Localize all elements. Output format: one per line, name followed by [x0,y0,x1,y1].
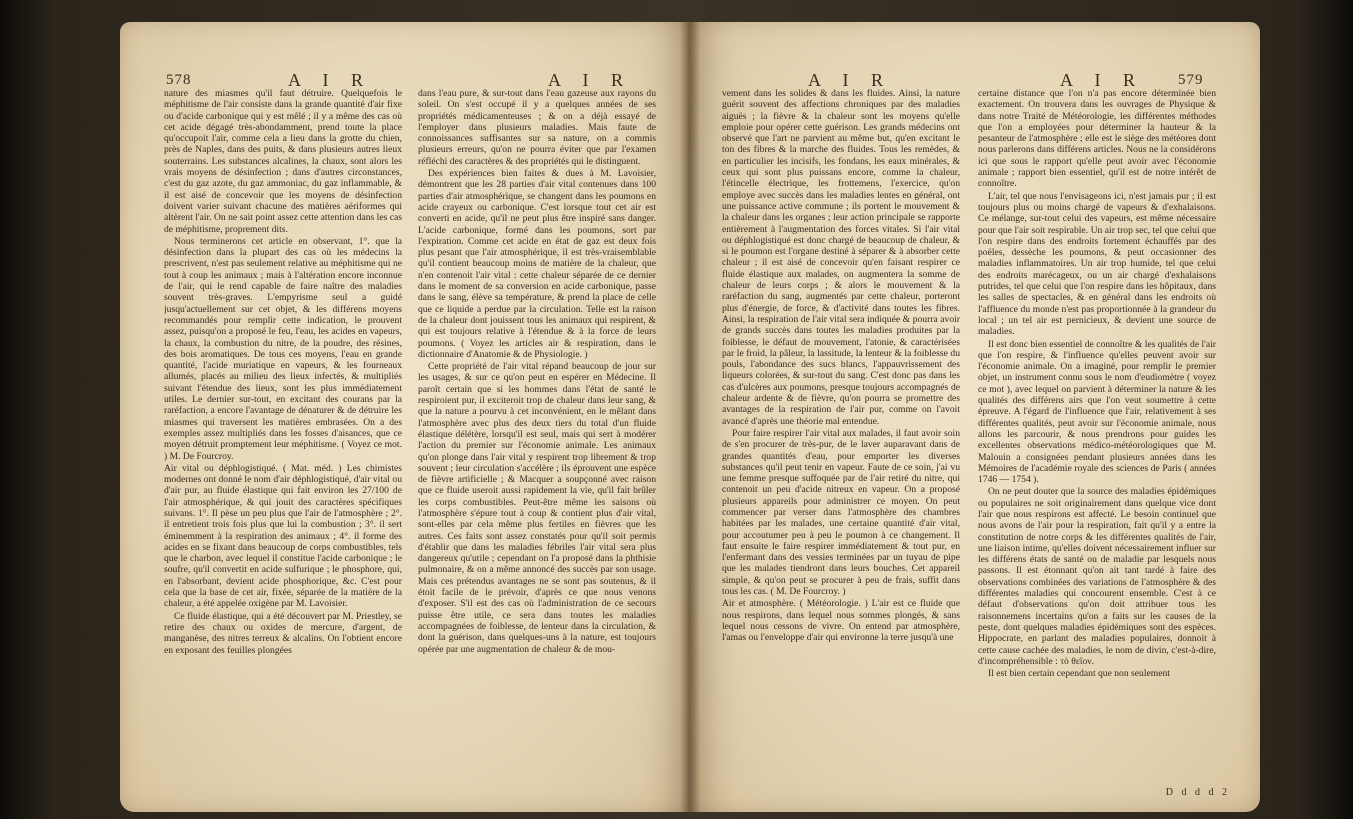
paragraph: vement dans les solides & dans les fluides. Ainsi, la nature guérit souvent des affections chroniques par des maladies aiguës ; la fièvre & la chaleur sont les moyens qu'elle emploie pour opérer cette guérison. Les grands médecins ont observé que l'art ne parvient au même but, qu'en excitant le ton des fibres & la marche des fluides. Tous les remèdes, & en particulier les incisifs, les fondans, les eaux minérales, & ceux qui sont plus puissans encore, comme la chaleur, l'étincelle électrique, les frottemens, l'exercice, qu'on employe avec succès dans les maladies lentes en général, ont une puissance active commune ; ils portent le mouvement & la chaleur dans les organes ; leur action principale se rapporte entièrement à l'augmentation des forces vitales. Si l'air vital ou déphlogistiqué est donc chargé de beaucoup de chaleur, & si le poumon est l'organe destiné à séparer & à absorber cette chaleur ; il est aisé de concevoir qu'en faisant respirer ce fluide élastique aux malades, on augmentera la somme de chaleur de leurs corps ; & alors le mouvement & la raréfaction du sang, augmentés par cette chaleur, porteront plus d'énergie, de force, & d'activité dans toutes les fibres. Ainsi, la respiration de l'air vital sera indiquée & pourra avoir de grands succès dans toutes les maladies produites par la foiblesse, le défaut de mouvement, l'atonie, & caractérisées par le froid, la pâleur, la lassitude, la lenteur & la foiblesse du pouls, l'abondance des sucs blancs, l'appauvrissement des liqueurs colorées, & sur-tout du sang. C'est donc pas dans les cas d'ulcères aux poumons, presque toujours accompagnés de chaleur ardente & de fièvre, qu'on pourra se promettre des avantages de la respiration de l'air pur, comme on l'avoit avancé d'après une théorie mal entendue. [722,88,960,427]
paragraph: Il est donc bien essentiel de connoître & les qualités de l'air que l'on respire, & l'influence qu'elles peuvent avoir sur l'économie animale. On a imaginé, pour remplir le premier objet, un instrument connu sous le nom d'eudiomètre ( voyez ce mot ), avec lequel on parvient à déterminer la nature & les qualités des différens airs que l'on veut soumettre à cette épreuve. A l'égard de l'influence que l'air, relativement à ses différentes qualités, peut avoir sur l'économie animale, nous allons les parcourir, & nous prendrons pour guides les excellentes observations médico-météorologiques que M. Malouin a consignées pendant plusieurs années dans les Mémoires de l'académie royale des sciences de Paris ( années 1746 — 1754 ). [978,338,1216,486]
book-gutter [680,22,700,812]
right-running-header [688,58,1260,90]
left-running-header [120,58,692,90]
left-column-1 [164,88,402,788]
paragraph: Ce fluide élastique, qui a été découvert par M. Priestley, se retire des chaux ou oxides de mercure, d'argent, de manganèse, des nitres terreux & alcalins. On l'obtient encore en exposant des feuilles plongées [164,610,402,656]
right-column-2 [978,88,1216,788]
right-running-head-left: A I R [808,70,893,90]
right-page [688,22,1260,812]
paragraph: Pour faire respirer l'air vital aux malades, il faut avoir soin de s'en procurer de très-pur, de le laver auparavant dans de grandes quantités d'eau, pour emporter les diverses substances qu'il peut tenir en vapeur. Faute de ce soin, j'ai vu une femme presque suffoquée par de l'air retiré du nitre, qui contenoit un peu d'acide nitreux en vapeur. On a proposé plusieurs appareils pour administrer ce moyen. On peut commencer par verser dans l'atmosphère des chambres habitées par les malades, une certaine quantité d'air vital, pour accoutumer peu à peu le poumon à ce changement. Il faut ensuite le faire respirer immédiatement & tout pur, en l'enfermant dans des vessies terminées par un tuyau de pipe que les malades tiendront dans leurs bouches. Cet appareil simple, & qu'on peut se procurer à peu de frais, suffit dans tous les cas. ( M. De Fourcroy. ) [722,427,960,598]
paragraph: dans l'eau pure, & sur-tout dans l'eau gazeuse aux rayons du soleil. On s'est occupé il y a quelques années de ses propriétés médicamenteuses ; & on a déjà essayé de l'employer dans plusieurs maladies. Mais faute de connoissances suffisantes sur sa nature, on a commis plusieurs erreurs, qu'on ne pourra éviter que par l'examen réfléchi des caractères & des propriétés qui le distinguent. [418,88,656,167]
paragraph: L'air, tel que nous l'envisageons ici, n'est jamais pur ; il est toujours plus ou moins chargé de vapeurs & d'exhalaisons. Ce mélange, sur-tout celui des vapeurs, est même nécessaire pour que l'air soit respirable. Un air trop sec, tel que celui que l'on respire dans des endroits fortement échauffés par des poëles, dessèche les poumons, & peut occasionner des maladies inflammatoires. Un air trop humide, tel que celui des endroits marécageux, ou un air chargé d'exhalaisons putrides, tel que celui que l'on respire dans les hôpitaux, dans les salles de spectacles, & en général dans les endroits où l'affluence du monde n'est pas proportionnée à la grandeur du local ; un tel air est pernicieux, & devient une source de maladies. [978,190,1216,338]
article-entry-air-atmosphere: Air et atmosphère. ( Météorologie. ) L'air est ce fluide que nous respirons, dans lequel nous sommes plongés, & sans lequel nous cessons de vivre. On entend par atmosphère, l'amas ou l'enveloppe d'air qui environne la terre jusqu'à une [722,598,960,644]
paragraph: Il est bien certain cependant que non seulement [988,668,1170,680]
left-running-head-left: A I R [288,70,373,90]
left-page [120,22,692,812]
signature-mark: D d d d 2 [1165,787,1230,798]
paragraph: Des expériences bien faites & dues à M. Lavoisier, démontrent que les 28 parties d'air vital contenues dans 100 parties d'air atmosphérique, se changent dans les poumons en acide crayeux ou carbonique. C'est lorsque tout cet air est converti en acide, qu'il ne peut plus être inspiré sans danger. L'acide carbonique, formé dans les poumons, sort par l'expiration. Comme cet acide en état de gaz est deux fois plus pesant que l'air atmosphérique, il est très-vraisemblable qu'il contient beaucoup moins de matière de la chaleur, que n'en contenoit l'air vital : cette chaleur séparée de ce dernier dans le moment de sa conversion en acide carbonique, passe dans le sang, élève sa température, & prend la place de celle que ce liquide a perdue par la circulation. Telle est la raison de la chaleur dont jouissent tous les animaux qui respirent, & qui est toujours relative à l'étendue & à la force de leurs poumons. ( Voyez les articles air & respiration, dans le dictionnaire d'Anatomie & de Physiologie. ) [418,168,656,360]
right-column-1 [722,88,960,788]
right-page-number: 579 [1178,72,1204,88]
left-column-2 [418,88,656,788]
paragraph: certaine distance que l'on n'a pas encore déterminée bien exactement. On trouvera dans les ouvrages de Physique & dans notre Traité de Météorologie, les différentes méthodes que l'on a employées pour déterminer la hauteur & la pesanteur de l'atmosphère ; elle est le siège des météores dont nous parlerons dans différens articles. Nous ne la considérons ici que sous le rapport qu'elle peut avoir avec l'économie animale ; rapport bien essentiel, qu'il est de notre intérêt de connoître. [978,88,1216,190]
right-running-head-right: A I R [1060,70,1145,90]
left-running-head-right: A I R [548,70,633,90]
paragraph: Nous terminerons cet article en observant, 1°. que la désinfection dans la plupart des cas où les médecins la prescrivent, n'est pas seulement relative au méphitisme qui ne tout à coup les animaux ; mais à l'altération encore inconnue de l'air, qui le rend capable de faire naître des maladies souvent très-graves. L'empyrisme seul a guidé jusqu'actuellement sur cet objet, & les différens moyens recommandés pour remplir cette indication, le prouvent assez, puisqu'on a proposé le feu, l'eau, les acides en vapeurs, la chaux, la combustion du nitre, de la poudre, des résines, des bois aromatiques. De tous ces moyens, l'eau en grande quantité, l'acide muriatique en vapeurs, & les fourneaux allumés, placés au milieu des lieux infectés, & multipliés suivant l'étendue des lieux, sont les plus immédiatement utiles. Le dernier sur-tout, en excitant des courans par la raréfaction, a encore l'avantage de dénaturer & de détruire les miasmes qui traversent les matières embrasées. On a des exemples assez multipliés dans les fosses d'aisances, que ce moyen détruit promptement leur méphitisme. ( Voyez ce mot. ) M. De Fourcroy. [164,235,402,462]
paragraph: nature des miasmes qu'il faut détruire. Quelquefois le méphitisme de l'air consiste dans la grande quantité d'air fixe ou d'acide carbonique qui y est mêlé ; il y a même des cas où cet acide dégagé très-abondamment, prend toute la place qu'occupoit l'air, comme cela a lieu dans la grotte du chien, près de Naples, dans des puits, & dans plusieurs autres lieux souterrains. Les substances alcalines, la chaux, sont alors les vrais moyens de désinfection ; dans d'autres circonstances, c'est du gaz azote, du gaz ammoniac, du gaz inflammable, & il est aisé de concevoir que les moyens de désinfection doivent varier suivant chacune des matières aériformes qui altèrent l'air. On ne sait point assez cette attention dans les cas de méphitisme, proprement dits. [164,88,402,235]
open-book [120,22,1260,812]
article-entry-air-vital: Air vital ou déphlogistiqué. ( Mat. méd. ) Les chimistes modernes ont donné le nom d'air déphlogistiqué, d'air vital ou d'air pur, au fluide élastique qui fait environ les 27/100 de l'air atmosphérique, & qui jouit des caractères spécifiques suivans. 1°. Il pèse un peu plus que l'air de l'atmosphère ; 2°. il entretient trois fois plus que lui la combustion ; 3°. il sert éminemment à la respiration des animaux ; 4°. il forme des acides en se fixant dans beaucoup de corps combustibles, tels que le charbon, avec lequel il constitue l'acide carbonique ; le soufre, qu'il convertit en acide sulfurique ; le phosphore, qui, en l'absorbant, devient acide phosphorique, &c. C'est pour cela que la base de cet air, fixée, séparée de la matière de la chaleur, a été appelée oxigène par M. Lavoisier. [164,462,402,610]
paragraph: Cette propriété de l'air vital répand beaucoup de jour sur les usages, & sur ce qu'on peut en espérer en Médecine. Il paroît certain que si les hommes dans l'état de santé le respiroient pur, il exciteroit trop de chaleur dans leur sang, & que la nature a pourvu à cet inconvénient, en le mêlant dans l'atmosphère avec plus des deux tiers du total d'un fluide élastique délétère, lorsqu'il est seul, mais qui sert à modérer l'action du premier sur l'économie animale. Les animaux qu'on plonge dans l'air vital y respirent trop librement & trop souvent ; leur circulation s'accélère ; ils éprouvent une espèce de fièvre artificielle ; & Macquer a soupçonné avec raison que ce fluide useroit aussi rapidement la vie, qu'il fait brûler les corps combustibles. Peut-être même les saisons où l'atmosphère s'épure tout à coup & contient plus d'air vital, sont-elles par cela même plus fertiles en fièvres que les autres. Ces faits sont assez constatés pour qu'il soit permis d'établir que dans les maladies fébriles l'air vital sera plus dangereux qu'utile ; cependant on l'a proposé dans la phthisie pulmonaire, & on a même annoncé des succès par son usage. Mais ces prétendus avantages ne se sont pas soutenus, & il étoit facile de le prévoir, d'après ce que nous venons d'exposer. S'il est des cas où l'administration de ce secours puisse être utile, ce sera dans toutes les maladies accompagnées de foiblesse, de lenteur dans la circulation, & dont la guérison, dans quelques-uns à la nature, est toujours opérée par une augmentation de chaleur & de mou- [418,361,656,655]
left-page-number: 578 [166,72,192,88]
paragraph: On ne peut douter que la source des maladies épidémiques ou populaires ne soit originairement dans quelque vice dont l'air que nous respirons est affecté. Le besoin continuel que nous avons de l'air pour la respiration, fait qu'il y a entre la constitution de notre corps & les différentes qualités de l'air, une liaison intime, qu'elles doivent nécessairement influer sur les différens états de santé ou de maladie par lesquels nous passons. Il est étonnant qu'on ait tant tardé à faire des observations combinées des variations de l'atmosphère & des différentes maladies qui concourent ensemble. C'est à ce défaut d'observations qu'on doit attribuer tous les raisonnemens incertains qu'on a faits sur les causes de la peste, dont quelques maladies épidémiques sont des espèces. Hippocrate, en parlant des maladies populaires, donnoit à cette cause cachée des maladies, le nom de divin, c'est-à-dire, d'incompréhensible : τὸ θεῖον. [978,486,1216,667]
